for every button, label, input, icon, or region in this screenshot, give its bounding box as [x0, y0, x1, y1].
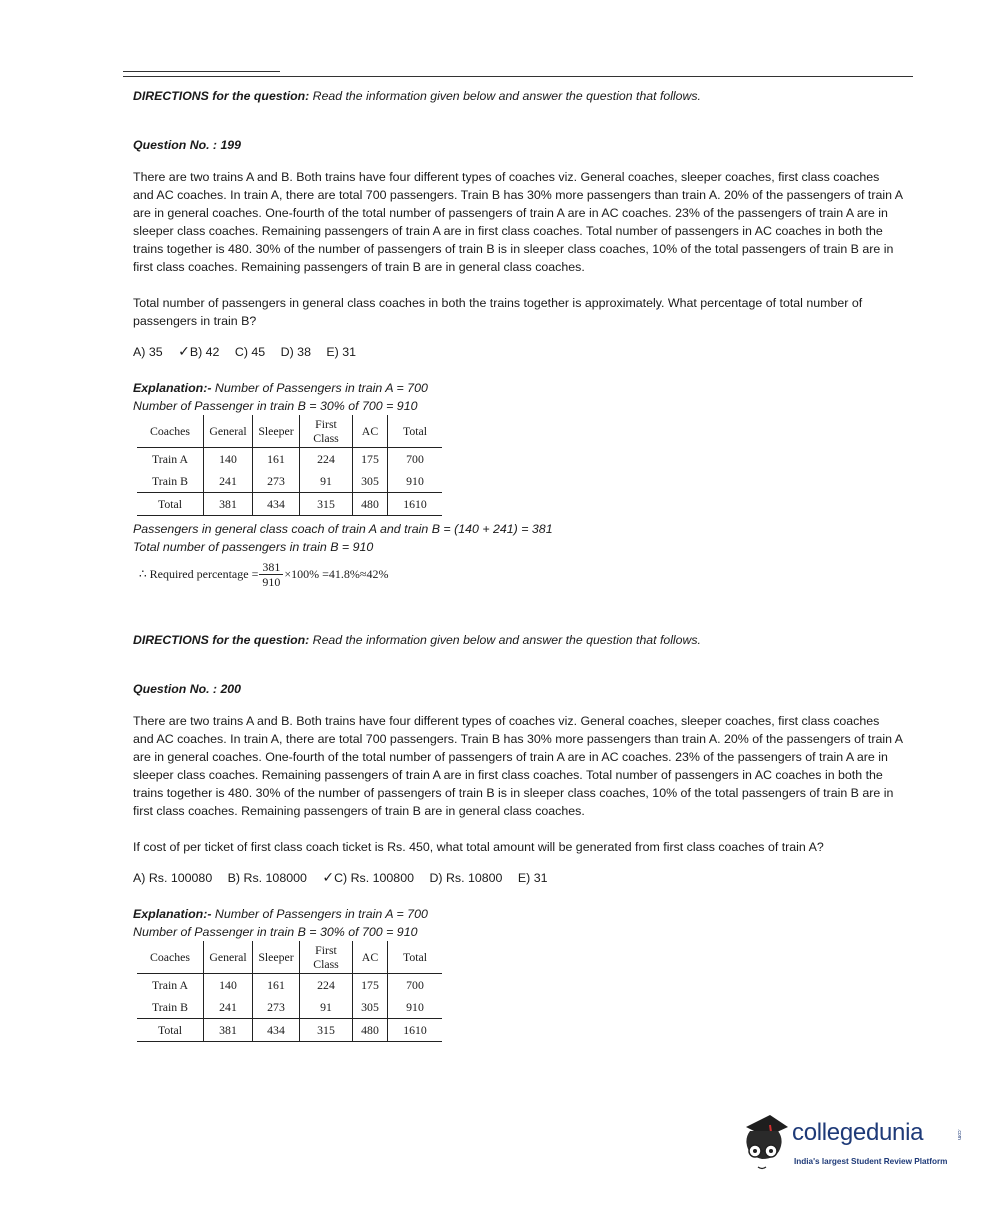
- check-icon: ✓: [322, 869, 335, 885]
- options: [133, 868, 903, 887]
- collegedunia-logo[interactable]: [742, 1109, 962, 1179]
- explanation-line-3: Passengers in general class coach of train A and train B = (140 + 241) = 381: [133, 522, 553, 536]
- percentage-formula: ∴ Required percentage = $\frac{381}{910}$ ×100% =41.8%≈42%: [139, 559, 389, 589]
- option-b[interactable]: B) Rs. 108000: [227, 871, 307, 885]
- logo-wordmark: collegedunia: [792, 1119, 924, 1146]
- option-e[interactable]: E) 31: [517, 871, 548, 885]
- directions: DIRECTIONS for the question: Read the information given below and answer the question that follows.: [133, 89, 701, 103]
- coach-table: Coaches General Sleeper First Class AC Total Train A 140 161 224 175 700 Train B 241 273 91 305 910 Total 381 434 315 480 1610: [137, 941, 442, 1042]
- options: [133, 342, 903, 361]
- header-rule-short: [123, 71, 280, 72]
- coach-table: Coaches General Sleeper First Class AC Total Train A 140 161 224 175 700 Train B 241 273 91 305 910 Total 381 434 315 480 1610: [137, 415, 442, 516]
- question-text: If cost of per ticket of first class coach ticket is Rs. 450, what total amount will be generated from first class coaches of train A?: [133, 840, 824, 854]
- table-row: Total 381 434 315 480 1610: [137, 493, 442, 516]
- explanation-line-2: Number of Passenger in train B = 30% of 700 = 910: [133, 399, 418, 413]
- header-rule: [123, 76, 913, 77]
- table-row: Train B 241 273 91 305 910: [137, 996, 442, 1019]
- option-a[interactable]: A) Rs. 100080: [133, 871, 213, 885]
- option-e[interactable]: E) 31: [326, 345, 357, 359]
- question-number: Question No. : 200: [133, 682, 241, 696]
- explanation-line-1: Explanation:- Number of Passengers in train A = 700: [133, 907, 428, 921]
- document-page: [133, 88, 903, 1042]
- table-row: Total 381 434 315 480 1610: [137, 1019, 442, 1042]
- logo-tagline: India's largest Student Review Platform: [794, 1157, 948, 1166]
- check-icon: ✓: [178, 343, 190, 359]
- question-number: Question No. : 199: [133, 138, 241, 152]
- passage: There are two trains A and B. Both trains have four different types of coaches viz. General coaches, sleeper coaches, first class coaches and AC coaches. In train A, there are total 700 passengers. Train B has 30% more passengers than train A. 20% of the passengers of train A are in general coaches. One-fourth of the total number of passengers of train A are in AC coaches. 23% of the passengers of train A are in sleeper class coaches. Remaining passengers of train A are in first class coaches. Total number of passengers in AC coaches in both the trains together is 480. 30% of the number of passengers of train B is in sleeper class coaches, 10% of the total passengers of train B are in first class coaches. Remaining passengers of train B are in general class coaches.: [133, 714, 903, 818]
- table-row: Train B 241 273 91 305 910: [137, 470, 442, 493]
- question-text: Total number of passengers in general class coaches in both the trains together is approximately. What percentage of total number of passengers in train B?: [133, 296, 863, 328]
- option-d[interactable]: D) 38: [280, 345, 311, 359]
- option-d[interactable]: D) Rs. 10800: [429, 871, 503, 885]
- passage: There are two trains A and B. Both trains have four different types of coaches viz. General coaches, sleeper coaches, first class coaches and AC coaches. In train A, there are total 700 passengers. Train B has 30% more passengers than train A. 20% of the passengers of train A are in general coaches. One-fourth of the total number of passengers of train A are in AC coaches. 23% of the passengers of train A are in sleeper class coaches. Remaining passengers of train A are in first class coaches. Total number of passengers in AC coaches in both the trains together is 480. 30% of the number of passengers of train B is in sleeper class coaches, 10% of the total passengers of train B are in first class coaches. Remaining passengers of train B are in general class coaches.: [133, 170, 903, 274]
- table-row: Train A 140 161 224 175 700: [137, 974, 442, 997]
- option-b[interactable]: ✓B) 42: [178, 343, 220, 359]
- mascot-icon: [742, 1109, 792, 1179]
- option-a[interactable]: A) 35: [133, 345, 163, 359]
- logo-suffix: .com: [956, 1129, 962, 1140]
- table-row: Train A 140 161 224 175 700: [137, 448, 442, 471]
- explanation-line-2: Number of Passenger in train B = 30% of 700 = 910: [133, 925, 418, 939]
- option-c[interactable]: C) 45: [234, 345, 266, 359]
- directions: DIRECTIONS for the question: Read the information given below and answer the question that follows.: [133, 633, 701, 647]
- explanation-line-4: Total number of passengers in train B = 910: [133, 540, 374, 554]
- option-c[interactable]: ✓C) Rs. 100800: [322, 869, 414, 885]
- explanation-line-1: Explanation:- Number of Passengers in train A = 700: [133, 381, 428, 395]
